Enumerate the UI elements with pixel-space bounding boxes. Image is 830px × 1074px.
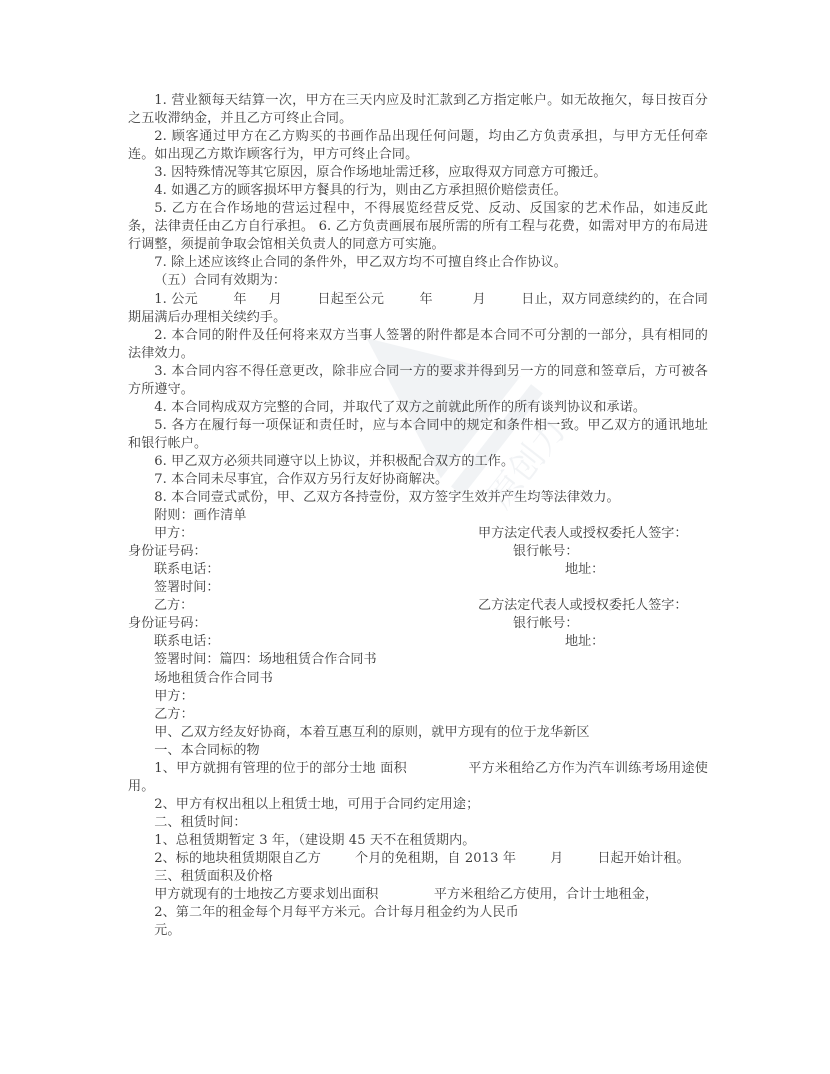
signature-row-party-a-name	[128, 525, 708, 543]
clause-2: 2. 顾客通过甲方在乙方购买的书画作品出现任何问题，均由乙方负责承担，与甲方无任何牵连。如出现乙方欺诈顾客行为，甲方可终止合同。	[128, 129, 708, 163]
lease-title: 场地租赁合作合同书	[154, 670, 273, 686]
party-b-bank-label: 银行帐号：	[513, 616, 579, 632]
signature-row-party-a-phone	[128, 561, 708, 579]
party-a-name-label: 甲方：	[154, 526, 194, 542]
party-a-id-label: 身份证号码：	[128, 544, 207, 560]
clause-1: 1. 营业额每天结算一次，甲方在三天内应及时汇款到乙方指定帐户。如无故拖欠，每日按百分之五收滞纳金，并且乙方可终止合同。	[128, 93, 708, 127]
lease-item-1-2: 2、甲方有权出租以上租赁士地，可用于合同约定用途；	[154, 796, 480, 812]
lease-preamble: 甲、乙双方经友好协商，本着互惠互利的原则，就甲方现有的位于龙华新区	[154, 724, 590, 740]
lease-item-2-1: 1、总租赁期暂定 3 年，（建设期 45 天不在租赁期内。	[154, 832, 476, 848]
party-b-name-label: 乙方：	[154, 598, 194, 614]
svg-text:原创力: 原创力	[480, 411, 575, 517]
lease-item-3-2: 2、第二年的租金每个月每平方米元。合计每月租金约为人民币	[154, 905, 519, 921]
party-b-signature-label: 乙方法定代表人或授权委托人签字：	[478, 598, 688, 614]
lease-heading-1: 一、本合同标的物	[154, 742, 260, 758]
party-a-bank-label: 银行帐号：	[513, 544, 579, 560]
party-a-phone-label: 联系电话：	[154, 562, 220, 578]
lease-party-a-label: 甲方：	[154, 688, 194, 704]
lease-heading-3: 三、租赁面积及价格	[154, 869, 273, 885]
signature-row-party-b-name	[128, 597, 708, 615]
signature-row-party-b-id	[128, 615, 708, 633]
party-a-sign-time-label: 签署时间：	[154, 580, 220, 596]
validity-heading: （五）合同有效期为：	[154, 273, 287, 289]
lease-item-3-1: 甲方就现有的士地按乙方要求划出面积 平方米租给乙方使用，合计士地租金，	[154, 887, 659, 903]
validity-item-7: 7. 本合同未尽事宜，合作双方另行友好协商解决。	[154, 471, 449, 487]
party-b-sign-time-label: 签署时间：篇四：场地租赁合作合同书	[154, 652, 377, 668]
clause-3: 3. 因特殊情况等其它原因，原合作场地址需迁移，应取得双方同意方可搬迁。	[154, 165, 607, 181]
party-b-phone-label: 联系电话：	[154, 634, 220, 650]
lease-party-b-label: 乙方：	[154, 706, 194, 722]
validity-item-6: 6. 甲乙双方必须共同遵守以上协议，并积极配合双方的工作。	[154, 453, 515, 469]
lease-item-3-3: 元。	[154, 923, 181, 939]
validity-item-4: 4. 本合同构成双方完整的合同，并取代了双方之前就此所作的所有谈判协议和承诺。	[154, 399, 647, 415]
clause-4: 4. 如遇乙方的顾客损坏甲方餐具的行为，则由乙方承担照价赔偿责任。	[154, 183, 567, 199]
signature-row-party-b-phone	[128, 633, 708, 651]
party-a-signature-label: 甲方法定代表人或授权委托人签字：	[478, 526, 688, 542]
signature-row-party-b-time	[128, 651, 708, 669]
clause-7: 7. 除上述应该终止合同的条件外，甲乙双方均不可擅自终止合作协议。	[154, 255, 567, 271]
lease-item-2-2: 2、标的地块租赁期限自乙方 个月的免租期，自 2013 年 月 日起开始计租。	[154, 850, 690, 866]
signature-row-party-a-id	[128, 543, 708, 561]
lease-heading-2: 二、租赁时间：	[154, 814, 247, 830]
lease-item-1-1: 1、甲方就拥有管理的位于的部分士地 面积 平方米租给乙方作为汽车训练考场用途使用。	[128, 760, 708, 794]
validity-item-2: 2. 本合同的附件及任何将来双方当事人签署的附件都是本合同不可分割的一部分，具有相同的法律效力。	[128, 327, 708, 361]
validity-item-8: 8. 本合同壹式贰份，甲、乙双方各持壹份，双方签字生效并产生均等法律效力。	[154, 490, 620, 506]
appendix-line: 附则：画作清单	[154, 508, 247, 524]
document-body	[128, 92, 708, 940]
party-b-id-label: 身份证号码：	[128, 616, 207, 632]
clause-5: 5. 乙方在合作场地的营运过程中，不得展览经营反党、反动、反国家的艺术作品，如违反此条，法律责任由乙方自行承担。 6. 乙方负责画展布展所需的所有工程与花费，如需对甲方的布局进行调整，须提前争取会馆相关负责人的同意方可实施。	[128, 201, 708, 253]
validity-item-3: 3. 本合同内容不得任意更改，除非应合同一方的要求并得到另一方的同意和签章后，方可被各方所遵守。	[128, 363, 708, 397]
validity-item-5: 5. 各方在履行每一项保证和责任时，应与本合同中的规定和条件相一致。甲乙双方的通讯地址和银行帐户。	[128, 417, 708, 451]
party-b-address-label: 地址：	[565, 634, 605, 650]
party-a-address-label: 地址：	[565, 562, 605, 578]
validity-item-1: 1. 公元 年 月 日起至公元 年 月 日止，双方同意续约的，在合同期届满后办理相关续约手。	[128, 291, 708, 325]
signature-row-party-a-time	[128, 579, 708, 597]
